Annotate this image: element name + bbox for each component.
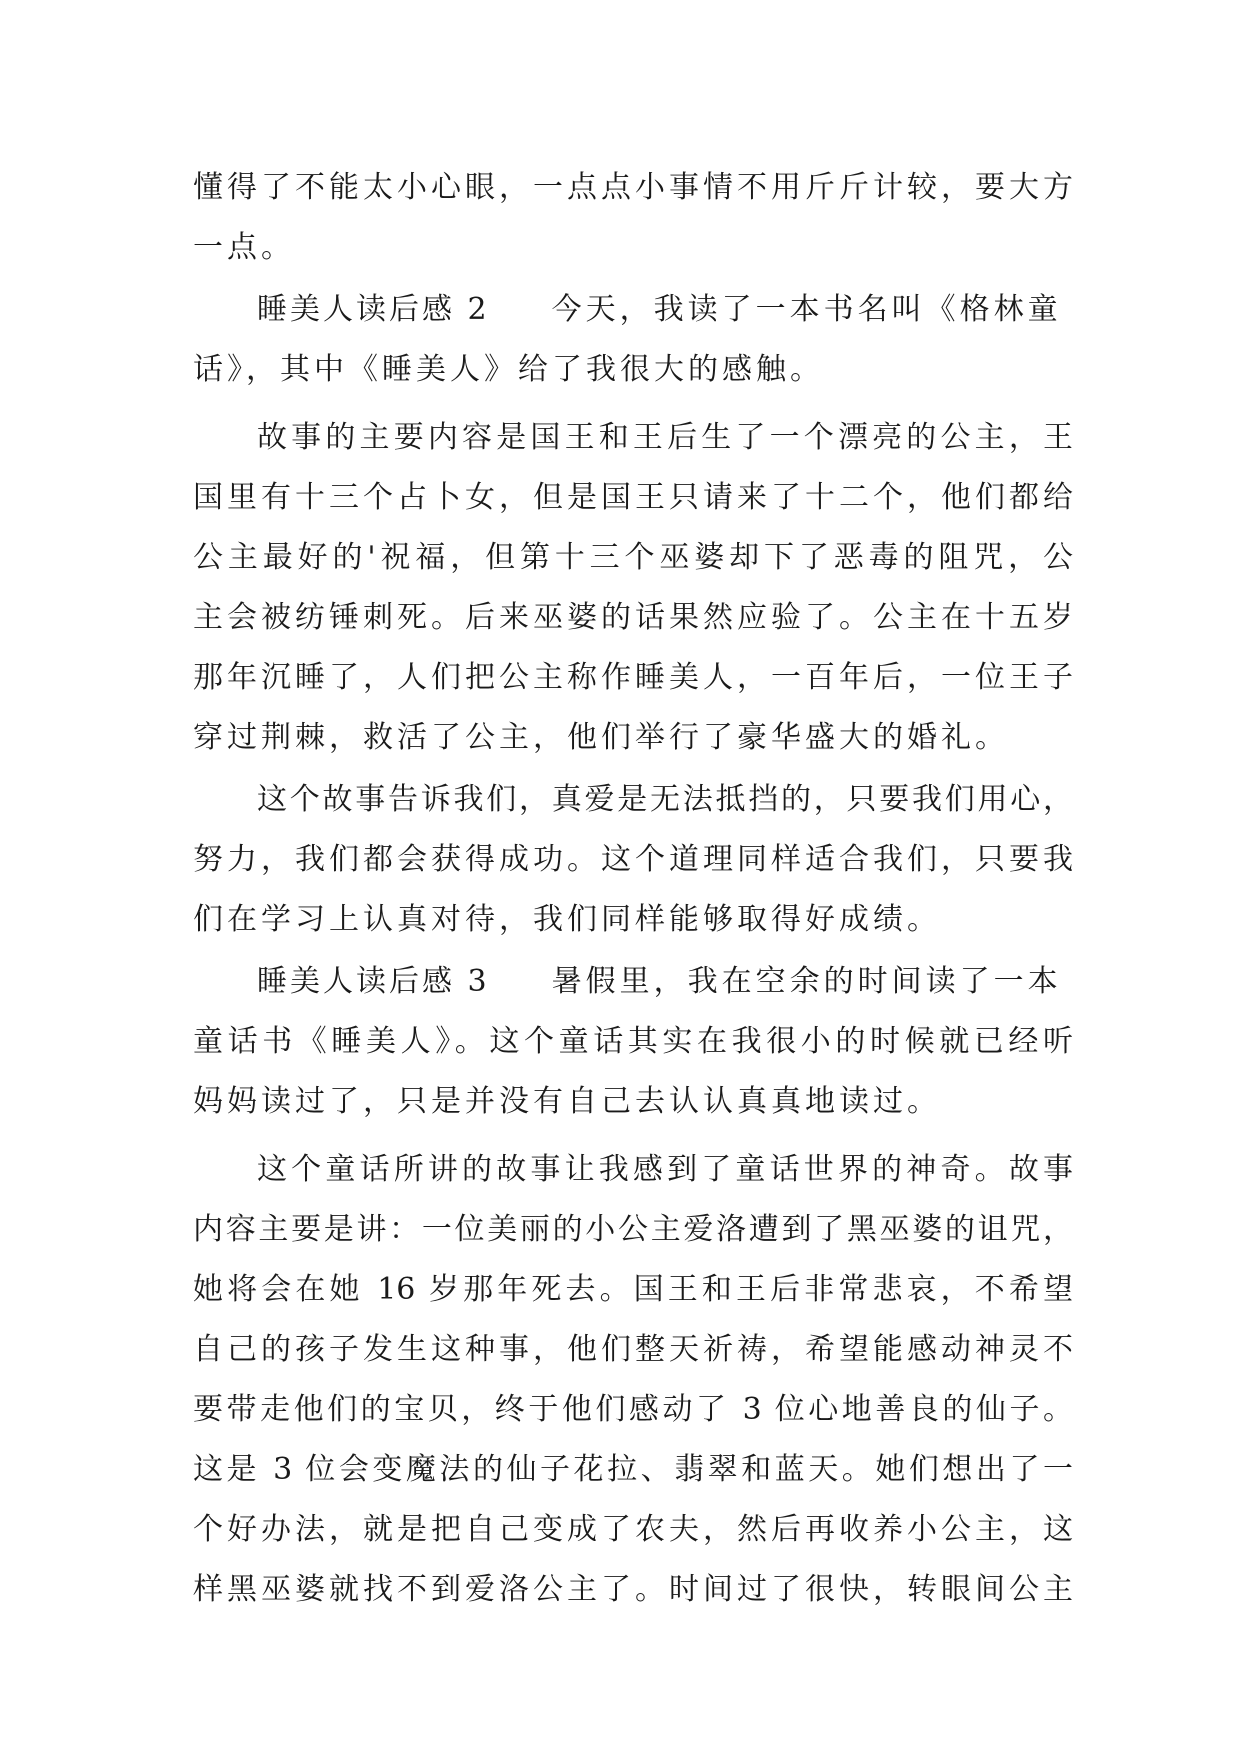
text-line: 童话书《睡美人》。这个童话其实在我很小的时候就已经听 [193, 1024, 1073, 1059]
text-line: 暑假里，我在空余的时间读了一本 [551, 964, 1062, 999]
text-line: 这是 3 位会变魔法的仙子花拉、翡翠和蓝天。她们想出了一 [193, 1452, 1073, 1487]
text-line: 这个童话所讲的故事让我感到了童话世界的神奇。故事 [257, 1152, 1073, 1187]
text-line: 穿过荆棘，救活了公主，他们举行了豪华盛大的婚礼。 [193, 720, 1009, 755]
text-line: 今天，我读了一本书名叫《格林童 [551, 292, 1062, 327]
text-line: 她将会在她 16 岁那年死去。国王和王后非常悲哀，不希望 [193, 1272, 1073, 1307]
text-line: 样黑巫婆就找不到爱洛公主了。时间过了很快，转眼间公主 [193, 1572, 1073, 1607]
text-line: 要带走他们的宝贝，终于他们感动了 3 位心地善良的仙子。 [193, 1392, 1073, 1427]
text-line: 国里有十三个占卜女，但是国王只请来了十二个，他们都给 [193, 480, 1073, 515]
section-heading: 睡美人读后感 2 [257, 292, 490, 327]
text-line: 公主最好的'祝福，但第十三个巫婆却下了恶毒的阻咒，公 [193, 540, 1073, 575]
text-line: 努力，我们都会获得成功。这个道理同样适合我们，只要我 [193, 842, 1073, 877]
text-line: 主会被纺锤刺死。后来巫婆的话果然应验了。公主在十五岁 [193, 600, 1073, 635]
text-line: 一点。 [193, 230, 295, 265]
text-line: 内容主要是讲：一位美丽的小公主爱洛遭到了黑巫婆的诅咒， [193, 1212, 1073, 1247]
text-line: 们在学习上认真对待，我们同样能够取得好成绩。 [193, 902, 941, 937]
text-line: 那年沉睡了，人们把公主称作睡美人，一百年后，一位王子 [193, 660, 1073, 695]
section-heading: 睡美人读后感 3 [257, 964, 490, 999]
section-heading-line [257, 280, 1073, 340]
text-line: 懂得了不能太小心眼，一点点小事情不用斤斤计较，要大方 [193, 170, 1073, 205]
text-line: 这个故事告诉我们，真爱是无法抵挡的，只要我们用心， [257, 782, 1073, 817]
text-line: 故事的主要内容是国王和王后生了一个漂亮的公主，王 [257, 420, 1073, 455]
text-line: 话》，其中《睡美人》给了我很大的感触。 [193, 352, 824, 387]
section-heading-line [257, 952, 1073, 1012]
text-line: 妈妈读过了，只是并没有自己去认认真真地读过。 [193, 1084, 941, 1119]
text-line: 自己的孩子发生这种事，他们整天祈祷，希望能感动神灵不 [193, 1332, 1073, 1367]
text-line: 个好办法，就是把自己变成了农夫，然后再收养小公主，这 [193, 1512, 1073, 1547]
